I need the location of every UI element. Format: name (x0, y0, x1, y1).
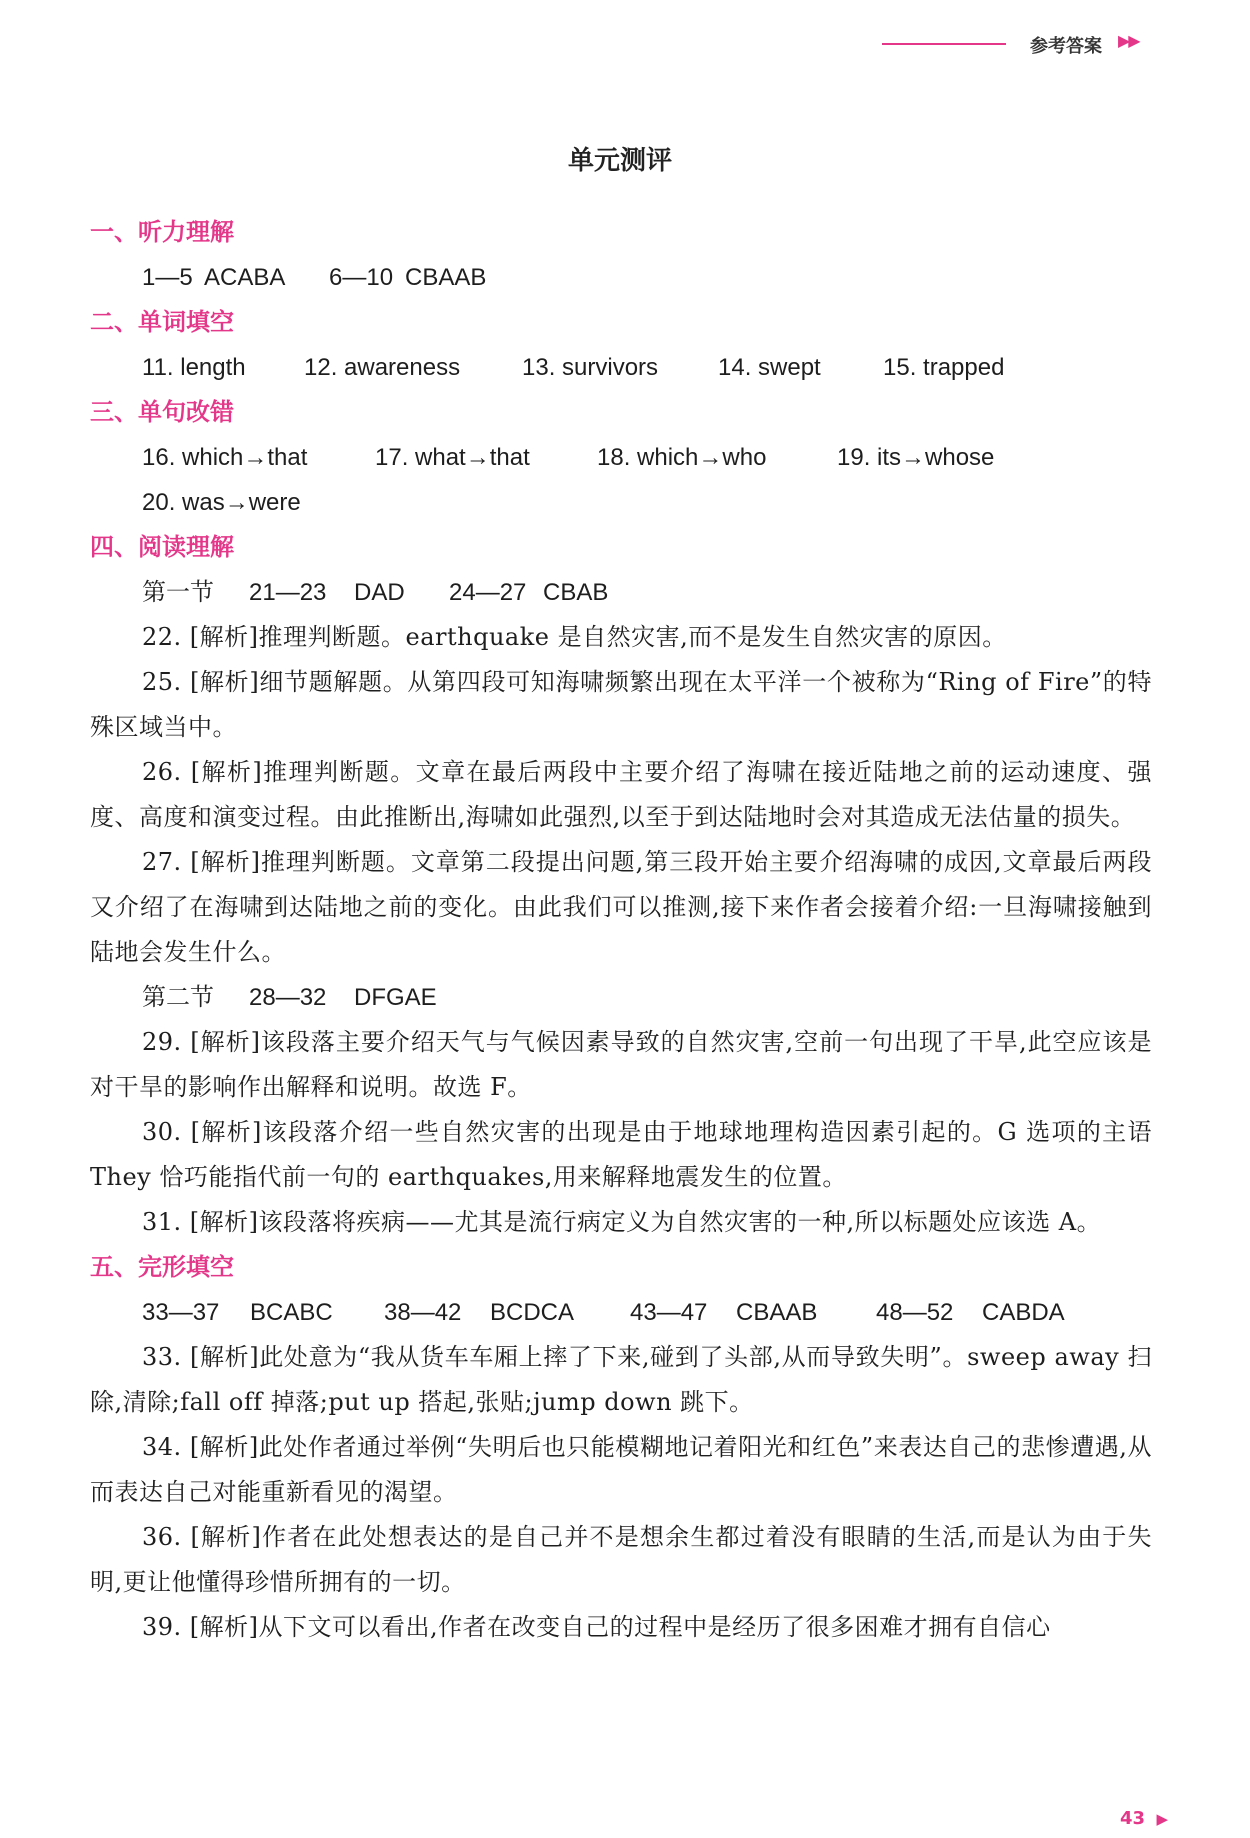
answer-letters: DFGAE (354, 984, 437, 1011)
section-heading-reading: 四、阅读理解 (90, 533, 234, 561)
header-label: 参考答案 (1030, 36, 1102, 57)
answer-item: 19. its→whose (837, 444, 995, 471)
page-header (0, 30, 1250, 70)
answer-range: 38—42 (384, 1299, 462, 1326)
answer-item: 17. what→that (375, 444, 530, 471)
answer-range: 33—37 (142, 1299, 220, 1326)
answer-letters: ACABA (204, 264, 286, 291)
explanation-26: 26. [解析]推理判断题。文章在最后两段中主要介绍了海啸在接近陆地之前的运动速度、强度、高度和演变过程。由此推断出,海啸如此强烈,以至于到达陆地时会对其造成无法估量的损失。 (90, 758, 1152, 831)
header-arrow-icon: ▶▶ (1118, 31, 1139, 50)
explanation-34: 34. [解析]此处作者通过举例“失明后也只能模糊地记着阳光和红色”来表达自己的悲惨遭遇,从而表达自己对能重新看见的渴望。 (90, 1433, 1152, 1506)
reading-part2-answers (90, 975, 1152, 1020)
explanation-29: 29. [解析]该段落主要介绍天气与气候因素导致的自然灾害,空前一句出现了干旱,此空应该是对干旱的影响作出解释和说明。故选 F。 (90, 1028, 1152, 1101)
answer-range: 28—32 (249, 984, 327, 1011)
word-fill-answers (90, 345, 1152, 390)
part-label: 第二节 (142, 983, 214, 1011)
answer-letters: CBAAB (405, 264, 487, 291)
answer-letters: BCDCA (490, 1299, 575, 1326)
explanation-22: 22. [解析]推理判断题。earthquake 是自然灾害,而不是发生自然灾害的原因。 (142, 623, 1007, 651)
answer-item: 20. was→were (142, 489, 301, 516)
explanation-39: 39. [解析]从下文可以看出,作者在改变自己的过程中是经历了很多困难才拥有自信心 (142, 1613, 1051, 1641)
explanation-33: 33. [解析]此处意为“我从货车车厢上摔了下来,碰到了头部,从而导致失明”。sweep away 扫除,清除;fall off 掉落;put up 搭起,张贴;jump down 跳下。 (90, 1343, 1152, 1416)
part-label: 第一节 (142, 578, 214, 606)
answer-item: 15. trapped (883, 354, 1005, 381)
page-title: 单元测评 (567, 146, 672, 176)
answer-item: 13. survivors (522, 354, 659, 381)
answer-range: 1—5 (142, 264, 193, 291)
section-heading-word-fill: 二、单词填空 (90, 308, 234, 336)
section-heading-listening: 一、听力理解 (90, 218, 234, 246)
answer-letters: DAD (354, 579, 405, 606)
explanation-27: 27. [解析]推理判断题。文章第二段提出问题,第三段开始主要介绍海啸的成因,文章最后两段又介绍了在海啸到达陆地之前的变化。由此我们可以推测,接下来作者会接着介绍:一旦海啸接触到陆地会发生什么。 (90, 848, 1152, 966)
error-correction-answers (90, 435, 1152, 480)
next-arrow-icon: ▶ (1156, 1810, 1168, 1828)
answer-letters: CBAB (543, 579, 609, 606)
answer-range: 24—27 (449, 579, 527, 606)
answer-item: 12. awareness (304, 354, 461, 381)
answer-item: 16. which→that (142, 444, 308, 471)
answer-item: 18. which→who (597, 444, 767, 471)
answer-range: 43—47 (630, 1299, 708, 1326)
section-heading-error-correction: 三、单句改错 (90, 398, 234, 426)
explanation-36: 36. [解析]作者在此处想表达的是自己并不是想余生都过着没有眼睛的生活,而是认为由于失明,更让他懂得珍惜所拥有的一切。 (90, 1523, 1152, 1596)
header-rule (882, 43, 1006, 45)
answer-range: 6—10 (329, 264, 394, 291)
answer-content (90, 210, 1152, 1650)
answer-letters: BCABC (250, 1299, 333, 1326)
answer-letters: CABDA (982, 1299, 1065, 1326)
answer-range: 21—23 (249, 579, 327, 606)
answer-item: 11. length (142, 354, 246, 381)
explanation-25: 25. [解析]细节题解题。从第四段可知海啸频繁出现在太平洋一个被称为“Ring of Fire”的特殊区域当中。 (90, 668, 1152, 741)
reading-part1-answers (90, 570, 1152, 615)
answer-item: 14. swept (718, 354, 821, 381)
explanation-30: 30. [解析]该段落介绍一些自然灾害的出现是由于地球地理构造因素引起的。G 选项的主语 They 恰巧能指代前一句的 earthquakes,用来解释地震发生的位置。 (90, 1118, 1152, 1191)
page-number: 43 (1119, 1808, 1145, 1829)
listening-answers (90, 255, 1152, 300)
answer-range: 48—52 (876, 1299, 954, 1326)
answer-letters: CBAAB (736, 1299, 818, 1326)
section-heading-cloze: 五、完形填空 (90, 1253, 234, 1281)
cloze-answers (90, 1290, 1152, 1335)
explanation-31: 31. [解析]该段落将疾病——尤其是流行病定义为自然灾害的一种,所以标题处应该选 A。 (142, 1208, 1102, 1236)
error-correction-answers (90, 480, 1152, 525)
